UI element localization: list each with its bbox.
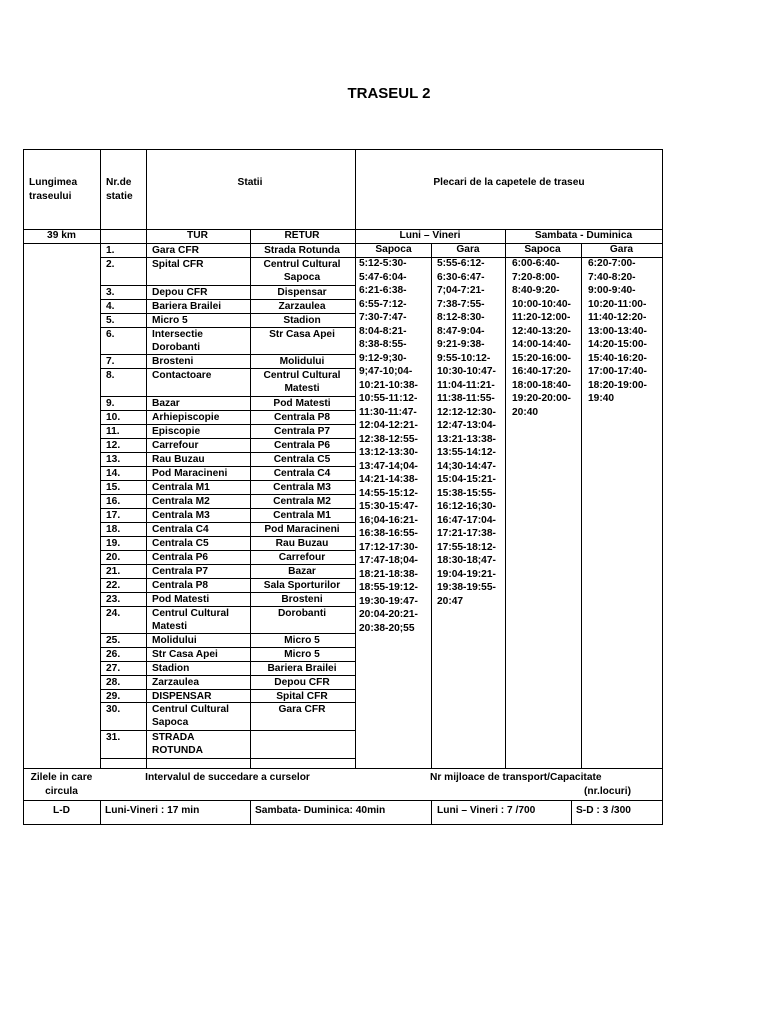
departure-time: 8:47-9:04-: [437, 325, 485, 337]
station-number: 9.: [106, 397, 115, 409]
station-retur: Depou CFR: [274, 676, 330, 688]
grid-line: [100, 494, 356, 495]
station-tur: Bariera Brailei: [152, 300, 222, 312]
grid-line: [23, 149, 663, 150]
station-retur: Centrala M3: [273, 481, 331, 493]
grid-line: [100, 675, 356, 676]
departure-time: 19:38-19:55-: [437, 582, 496, 593]
grid-line: [250, 800, 251, 825]
wd-gara-header: Gara: [456, 244, 480, 255]
station-number: 19.: [106, 537, 121, 549]
station-retur: Brosteni: [281, 593, 323, 605]
route-length: 39 km: [47, 230, 76, 241]
grid-line: [100, 661, 356, 662]
station-retur: Centrala P8: [273, 411, 331, 423]
departure-time: 10:30-10:47-: [437, 366, 496, 377]
grid-line: [146, 149, 147, 769]
station-tur: Centrala M3: [152, 509, 210, 521]
departure-time: 15:38-15:55-: [437, 487, 496, 499]
station-tur: Stadion: [152, 662, 190, 674]
departure-time: 10:21-10:38-: [359, 379, 418, 391]
station-tur: Depou CFR: [152, 286, 208, 298]
departure-time: 7:20-8:00-: [512, 271, 560, 283]
departure-time: 11:38-11:55-: [437, 393, 495, 404]
station-tur: Intersectie Dorobanti: [152, 328, 203, 354]
departure-time: 6:20-7:00-: [588, 258, 636, 269]
station-tur: Bazar: [152, 397, 180, 409]
station-number: 20.: [106, 551, 121, 563]
departure-time: 19:20-20:00-: [512, 393, 571, 404]
length-header: Lungimea traseului: [29, 177, 78, 202]
station-retur: Micro 5: [284, 634, 320, 646]
grid-line: [100, 452, 356, 453]
departure-time: 14:00-14:40-: [512, 339, 571, 350]
station-tur: Pod Maracineni: [152, 467, 228, 479]
departure-time: 13:21-13:38-: [437, 433, 496, 445]
departure-time: 9:00-9:40-: [588, 285, 636, 296]
station-number: 11.: [106, 425, 120, 437]
station-retur: Zarzaulea: [278, 300, 326, 312]
station-number: 1.: [106, 244, 115, 256]
departure-time: 14:55-15:12-: [359, 487, 418, 499]
station-retur: Carrefour: [278, 551, 326, 563]
station-tur: Centrala C4: [152, 523, 209, 535]
grid-line: [100, 257, 356, 258]
grid-line: [23, 768, 663, 769]
departure-time: 13:00-13:40-: [588, 325, 647, 337]
grid-line: [100, 522, 356, 523]
departure-time: 8:40-9:20-: [512, 285, 560, 296]
station-tur: Centrala M1: [152, 481, 210, 493]
station-retur: Centrul Cultural Matesti: [263, 369, 341, 395]
station-number: 31.: [106, 731, 121, 743]
grid-line: [23, 243, 663, 244]
departure-time: 7:38-7:55-: [437, 298, 485, 310]
station-tur: DISPENSAR: [152, 690, 212, 702]
departure-time: 6:21-6:38-: [359, 285, 407, 296]
grid-line: [100, 564, 356, 565]
grid-line: [100, 592, 356, 593]
departure-time: 6:30-6:47-: [437, 271, 485, 283]
departure-time: 10:20-11:00-: [588, 298, 647, 310]
station-retur: Centrala P7: [273, 425, 331, 437]
station-retur: Dispensar: [277, 286, 327, 298]
vehicles-weekend: S-D : 3 /300: [576, 805, 631, 816]
departure-time: 15:20-16:00-: [512, 352, 571, 364]
station-tur: Micro 5: [152, 314, 188, 326]
grid-line: [23, 800, 663, 801]
departure-time: 8:12-8:30-: [437, 312, 485, 323]
vehicles-weekday: Luni – Vineri : 7 /700: [437, 805, 536, 816]
station-number: 22.: [106, 579, 121, 591]
days-header: Zilele in care circula: [30, 772, 93, 797]
grid-line: [100, 410, 356, 411]
grid-line: [100, 606, 356, 607]
departure-time: 17:12-17:30-: [359, 541, 418, 553]
station-retur: Spital CFR: [276, 690, 328, 702]
station-number: 17.: [106, 509, 121, 521]
departure-time: 11:04-11:21-: [437, 379, 495, 391]
station-tur: Arhiepiscopie: [152, 411, 220, 423]
departure-time: 7:40-8:20-: [588, 271, 636, 283]
departure-time: 20:04-20:21-: [359, 609, 418, 620]
station-number: 24.: [106, 607, 121, 619]
departure-time: 18:20-19:00-: [588, 379, 647, 391]
departure-time: 7:30-7:47-: [359, 312, 407, 323]
station-nr-header: Nr.de statie: [106, 177, 133, 202]
station-number: 27.: [106, 662, 121, 674]
station-tur: Contactoare: [152, 369, 212, 381]
vehicles-header: Nr mijloace de transport/Capacitate: [430, 772, 602, 783]
departure-time: 9:12-9;30-: [359, 352, 407, 364]
station-number: 10.: [106, 411, 121, 423]
departure-time: 16:40-17:20-: [512, 366, 571, 377]
station-tur: Centrul Cultural Matesti: [152, 607, 229, 633]
departure-time: 8:38-8:55-: [359, 339, 407, 350]
interval-weekday: Luni-Vineri : 17 min: [105, 805, 200, 816]
grid-line: [100, 285, 356, 286]
station-tur: Episcopie: [152, 425, 201, 437]
station-tur: Centrala P8: [152, 579, 209, 591]
interval-weekend: Sambata- Duminica: 40min: [255, 805, 386, 816]
vehicles-unit: (nr.locuri): [584, 786, 631, 797]
grid-line: [355, 149, 356, 769]
departure-time: 9:21-9:38-: [437, 339, 485, 350]
station-retur: Micro 5: [284, 648, 320, 660]
station-retur: Centrala C4: [273, 467, 331, 479]
departure-time: 20:40: [512, 406, 539, 418]
departure-time: 19:04-19:21-: [437, 568, 496, 580]
departure-time: 16:47-17:04-: [437, 514, 496, 526]
station-retur: Str Casa Apei: [269, 328, 335, 340]
interval-header: Intervalul de succedare a curselor: [145, 772, 310, 783]
grid-line: [100, 536, 356, 537]
station-retur: Centrala M1: [273, 509, 331, 521]
station-number: 28.: [106, 676, 121, 688]
departure-time: 15:40-16:20-: [588, 352, 647, 364]
station-number: 8.: [106, 369, 115, 381]
station-tur: Centrala P6: [152, 551, 209, 563]
station-retur: Rau Buzau: [275, 537, 329, 549]
station-number: 13.: [106, 453, 121, 465]
departure-time: 17:55-18:12-: [437, 541, 496, 553]
grid-line: [100, 689, 356, 690]
station-tur: Zarzaulea: [152, 676, 199, 688]
grid-line: [100, 730, 356, 731]
departure-time: 17:00-17:40-: [588, 366, 647, 377]
departure-time: 19:30-19:47-: [359, 595, 418, 607]
station-tur: Molidului: [152, 634, 197, 646]
grid-line: [100, 438, 356, 439]
grid-line: [100, 550, 356, 551]
grid-line: [100, 299, 356, 300]
departure-time: 12:47-13:04-: [437, 420, 496, 431]
station-tur: Centrala C5: [152, 537, 209, 549]
departure-time: 19:40: [588, 393, 615, 404]
station-tur: Rau Buzau: [152, 453, 205, 465]
grid-line: [662, 149, 663, 825]
departure-time: 17:47-18;04-: [359, 555, 418, 566]
departure-time: 9;47-10;04-: [359, 366, 413, 377]
departure-time: 18:55-19:12-: [359, 582, 418, 593]
station-tur: Centrala M2: [152, 495, 210, 507]
station-number: 3.: [106, 286, 115, 298]
grid-line: [100, 466, 356, 467]
departure-time: 10:55-11:12-: [359, 393, 418, 404]
station-tur: Carrefour: [152, 439, 199, 451]
weekend-gara-times: [588, 257, 647, 406]
station-tur: Centrul Cultural Sapoca: [152, 703, 229, 729]
weekday-gara-times: [437, 257, 496, 608]
departure-time: 13:55-14:12-: [437, 447, 496, 458]
station-retur: Centrala M2: [273, 495, 331, 507]
station-number: 7.: [106, 355, 115, 367]
tur-header: TUR: [187, 230, 208, 241]
weekend-header: Sambata - Duminica: [534, 230, 633, 241]
departure-time: 12:38-12:55-: [359, 433, 418, 445]
retur-header: RETUR: [284, 230, 320, 241]
station-number: 26.: [106, 648, 121, 660]
departure-time: 17:21-17:38-: [437, 528, 496, 539]
station-tur: Pod Matesti: [152, 593, 210, 605]
grid-line: [100, 424, 356, 425]
grid-line: [100, 702, 356, 703]
grid-line: [100, 647, 356, 648]
station-retur: Centrala C5: [273, 453, 331, 465]
grid-line: [505, 229, 506, 769]
departure-time: 7;04-7:21-: [437, 285, 485, 296]
station-retur: Stadion: [283, 314, 321, 326]
station-number: 21.: [106, 565, 121, 577]
departure-time: 13:47-14;04-: [359, 460, 418, 472]
departures-header: Plecari de la capetele de traseu: [433, 177, 585, 188]
departure-time: 18:30-18;47-: [437, 555, 496, 566]
station-retur: Centrala P6: [273, 439, 331, 451]
stations-header: Statii: [237, 177, 263, 188]
station-tur: Centrala P7: [152, 565, 209, 577]
departure-time: 11:20-12:00-: [512, 312, 571, 323]
station-number: 18.: [106, 523, 121, 535]
page-title: TRASEUL 2: [347, 85, 431, 102]
grid-line: [431, 800, 432, 825]
station-tur: Gara CFR: [152, 244, 199, 256]
wd-sapoca-header: Sapoca: [375, 244, 412, 255]
grid-line: [250, 229, 251, 769]
departure-time: 16:12-16;30-: [437, 501, 496, 512]
days-value: L-D: [53, 805, 70, 816]
station-number: 25.: [106, 634, 121, 646]
grid-line: [100, 480, 356, 481]
departure-time: 8:04-8:21-: [359, 325, 407, 337]
station-retur: Dorobanti: [277, 607, 327, 619]
station-retur: Gara CFR: [278, 703, 326, 715]
station-number: 29.: [106, 690, 121, 702]
grid-line: [23, 824, 663, 825]
grid-line: [23, 149, 24, 825]
departure-time: 18:00-18:40-: [512, 379, 571, 391]
departure-time: 14:21-14:38-: [359, 474, 418, 485]
station-number: 15.: [106, 481, 121, 493]
station-number: 4.: [106, 300, 115, 312]
station-number: 23.: [106, 593, 121, 605]
departure-time: 12:04-12:21-: [359, 420, 418, 431]
station-number: 16.: [106, 495, 121, 507]
station-number: 14.: [106, 467, 121, 479]
station-number: 30.: [106, 703, 121, 715]
station-retur: Centrul Cultural Sapoca: [263, 258, 341, 284]
departure-time: 6:00-6:40-: [512, 258, 560, 269]
grid-line: [100, 313, 356, 314]
weekday-sapoca-times: [359, 257, 418, 635]
departure-time: 5:55-6:12-: [437, 258, 485, 269]
departure-time: 20:47: [437, 595, 464, 607]
station-retur: Bazar: [288, 565, 316, 577]
departure-time: 5:12-5:30-: [359, 258, 407, 269]
departure-time: 11:30-11:47-: [359, 406, 417, 418]
weekend-sapoca-times: [512, 257, 571, 419]
station-tur: Brosteni: [152, 355, 194, 367]
departure-time: 6:55-7:12-: [359, 298, 407, 310]
weekday-header: Luni – Vineri: [399, 230, 461, 241]
grid-line: [100, 354, 356, 355]
grid-line: [100, 758, 356, 759]
departure-time: 14:20-15:00-: [588, 339, 647, 350]
station-number: 6.: [106, 328, 115, 340]
departure-time: 16:38-16:55-: [359, 528, 418, 539]
station-number: 12.: [106, 439, 121, 451]
grid-line: [100, 633, 356, 634]
departure-time: 20:38-20;55: [359, 622, 415, 634]
station-number: 2.: [106, 258, 115, 270]
departure-time: 13:12-13:30-: [359, 447, 418, 458]
station-tur: Spital CFR: [152, 258, 204, 270]
grid-line: [581, 243, 582, 769]
grid-line: [100, 578, 356, 579]
departure-time: 18:21-18:38-: [359, 568, 418, 580]
we-gara-header: Gara: [609, 244, 634, 255]
departure-time: 16;04-16:21-: [359, 514, 418, 526]
grid-line: [100, 327, 356, 328]
departure-time: 15:04-15:21-: [437, 474, 496, 485]
departure-time: 5:47-6:04-: [359, 271, 407, 283]
grid-line: [100, 368, 356, 369]
station-tur: STRADA ROTUNDA: [152, 731, 203, 757]
station-retur: Strada Rotunda: [264, 244, 340, 256]
grid-line: [100, 396, 356, 397]
station-number: 5.: [106, 314, 115, 326]
grid-line: [100, 508, 356, 509]
departure-time: 9:55-10:12-: [437, 352, 491, 364]
grid-line: [100, 800, 101, 825]
departure-time: 12:12-12:30-: [437, 406, 496, 418]
we-sapoca-header: Sapoca: [524, 244, 561, 255]
station-retur: Molidului: [279, 355, 325, 367]
departure-time: 12:40-13:20-: [512, 325, 571, 337]
departure-time: 10:00-10:40-: [512, 298, 571, 310]
grid-line: [100, 149, 101, 769]
station-retur: Pod Matesti: [273, 397, 331, 409]
station-retur: Bariera Brailei: [267, 662, 337, 674]
station-tur: Str Casa Apei: [152, 648, 218, 660]
grid-line: [571, 800, 572, 825]
station-retur: Sala Sporturilor: [263, 579, 341, 591]
departure-time: 14;30-14:47-: [437, 460, 496, 472]
grid-line: [23, 229, 663, 230]
departure-time: 15:30-15:47-: [359, 501, 418, 512]
departure-time: 11:40-12:20-: [588, 312, 647, 323]
grid-line: [431, 243, 432, 769]
station-retur: Pod Maracineni: [264, 523, 340, 535]
